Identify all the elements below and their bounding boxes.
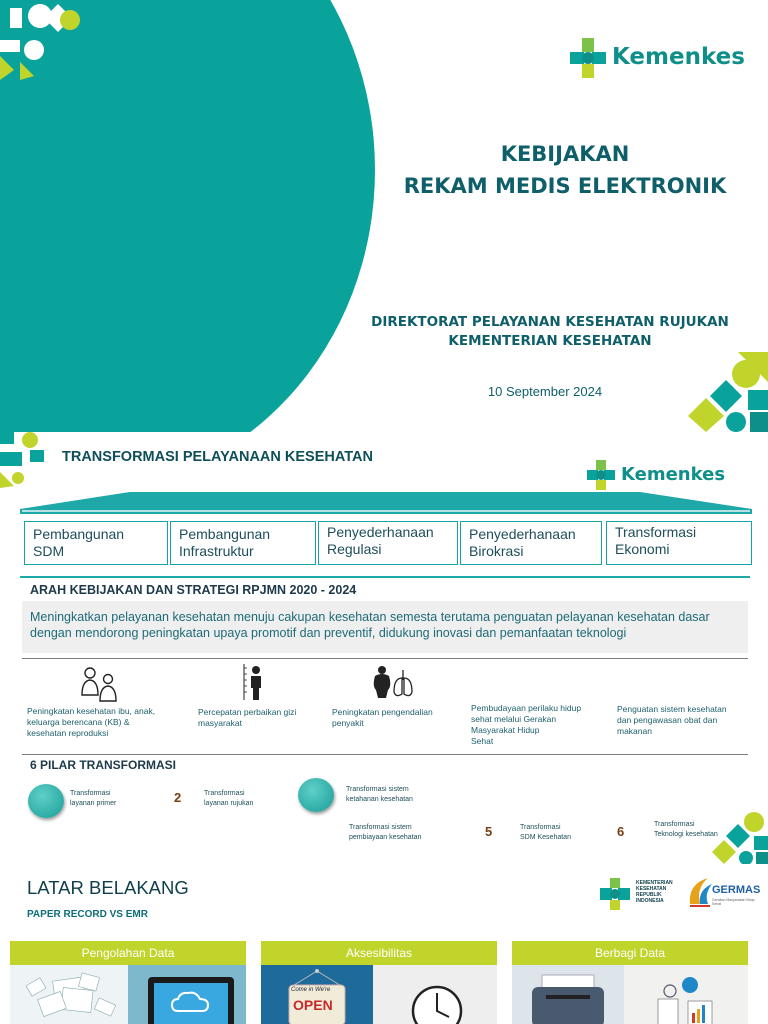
obesity-lungs-icon [372, 664, 416, 700]
slide-title-line2: REKAM MEDIS ELEKTRONIK [403, 174, 727, 198]
pillar-label: Penyederhanaan [469, 526, 576, 542]
kemenkes-emblem-icon [568, 36, 608, 80]
transformation-label: Transformasi sistem pembiayaan kesehatan [349, 824, 422, 841]
transformation-number: 2 [174, 790, 182, 805]
mother-child-icon [78, 665, 122, 703]
paper-vs-cloud-illustration [10, 965, 246, 1024]
germas-tagline: Gerakan Masyarakat Hidup Sehat [712, 898, 755, 906]
pillar-label: Ekonomi [615, 541, 670, 557]
strategy-caption: Peningkatan pengendalian penyakit [332, 707, 433, 728]
open-sign-clock-illustration [261, 965, 497, 1024]
panel-accessibility [261, 941, 497, 1024]
pattern-decoration-bottom-right [710, 810, 768, 864]
pillar-box [606, 521, 752, 565]
divider [20, 576, 750, 578]
open-sign-text: OPEN [293, 997, 333, 1013]
slide-title: TRANSFORMASI PELAYANAAN KESEHATAN [62, 449, 373, 465]
panel-header: Berbagi Data [512, 941, 748, 965]
germas-text: GERMAS [712, 884, 761, 896]
pillar-box [24, 521, 168, 565]
pattern-decoration-top-left [0, 432, 56, 488]
transformation-number: 6 [617, 824, 625, 839]
strategy-caption: Pembudayaan perilaku hidup sehat melalui Gerakan Masyarakat Hidup Sehat [471, 703, 582, 746]
pillar-heading: 6 PILAR TRANSFORMASI [30, 758, 177, 772]
strategy-caption: Penguatan sistem kesehatan dan pengawasan obat dan makanan [617, 704, 727, 736]
slide-title-line1: KEBIJAKAN [500, 142, 630, 166]
transformation-slide [0, 432, 768, 864]
transformation-pill-3 [298, 778, 334, 812]
background-slide [0, 864, 768, 1024]
slide-title: LATAR BELAKANG [27, 877, 189, 898]
title-slide [0, 0, 768, 432]
strategy-caption: Percepatan perbaikan gizi masyarakat [198, 707, 297, 728]
germas-logo [686, 874, 766, 914]
pillar-label: Pembangunan [179, 526, 271, 542]
transformation-pill-1 [28, 784, 64, 818]
panel-header: Pengolahan Data [10, 941, 246, 965]
pillar-label: Birokrasi [469, 543, 524, 559]
open-sign-top-text: Come in We're [291, 987, 331, 993]
pillar-label: SDM [33, 543, 65, 559]
transformation-label: Transformasi sistem ketahanan kesehatan [346, 786, 413, 803]
pillar-label: Regulasi [327, 541, 382, 557]
transformation-label: Transformasi SDM Kesehatan [520, 824, 571, 841]
pillar-box [170, 521, 316, 565]
slide-subtitle: PAPER RECORD VS EMR [27, 909, 148, 920]
pillar-box [460, 521, 602, 565]
kemenkes-emblem-icon [598, 876, 634, 912]
section-heading: ARAH KEBIJAKAN DAN STRATEGI RPJMN 2020 - 2024 [30, 583, 357, 597]
pillar-label: Transformasi [615, 524, 697, 540]
ministry-logo-text: KEMENTERIAN KESEHATAN REPUBLIK INDONESIA [636, 880, 673, 904]
policy-text: dengan mendorong peningkatan upaya promotif dan preventif, didukung inovasi dan pemanfaatan teknologi [30, 626, 627, 640]
height-measure-icon [242, 662, 266, 702]
strategy-caption: Peningkatan kesehatan ibu, anak, keluarga berencana (KB) & kesehatan reproduksi [27, 706, 156, 738]
directorate-line1: DIREKTORAT PELAYANAN KESEHATAN RUJUKAN [371, 314, 729, 330]
brand-name: Kemenkes [612, 44, 745, 70]
pillar-label: Penyederhanaan [327, 524, 434, 540]
divider [22, 658, 748, 659]
transformation-label: Transformasi layanan primer [70, 790, 117, 807]
pattern-decoration-bottom-right [686, 352, 768, 432]
printer-network-illustration [512, 965, 748, 1024]
pillar-label: Infrastruktur [179, 543, 254, 559]
transformation-label: Transformasi Teknologi kesehatan [654, 821, 718, 838]
directorate-line2: KEMENTERIAN KESEHATAN [448, 333, 652, 349]
panel-data-processing [10, 941, 246, 1024]
transformation-number: 5 [485, 824, 493, 839]
policy-text: Meningkatkan pelayanan kesehatan menuju cakupan kesehatan semesta terutama penguatan pelayanan kesehatan dasar [30, 610, 710, 624]
policy-statement [22, 601, 748, 653]
panel-header: Aksesibilitas [261, 941, 497, 965]
brand-name: Kemenkes [621, 464, 726, 485]
pattern-decoration-top-left [0, 0, 85, 80]
panel-data-sharing [512, 941, 748, 1024]
roof-banner [0, 484, 768, 518]
ministry-logo [598, 876, 682, 914]
pillar-box [318, 521, 458, 565]
presentation-date: 10 September 2024 [487, 384, 603, 399]
pillar-label: Pembangunan [33, 526, 125, 542]
germas-emblem-icon [686, 874, 714, 908]
transformation-label: Transformasi layanan rujukan [204, 790, 254, 807]
kemenkes-logo [568, 36, 748, 80]
divider [22, 754, 748, 755]
